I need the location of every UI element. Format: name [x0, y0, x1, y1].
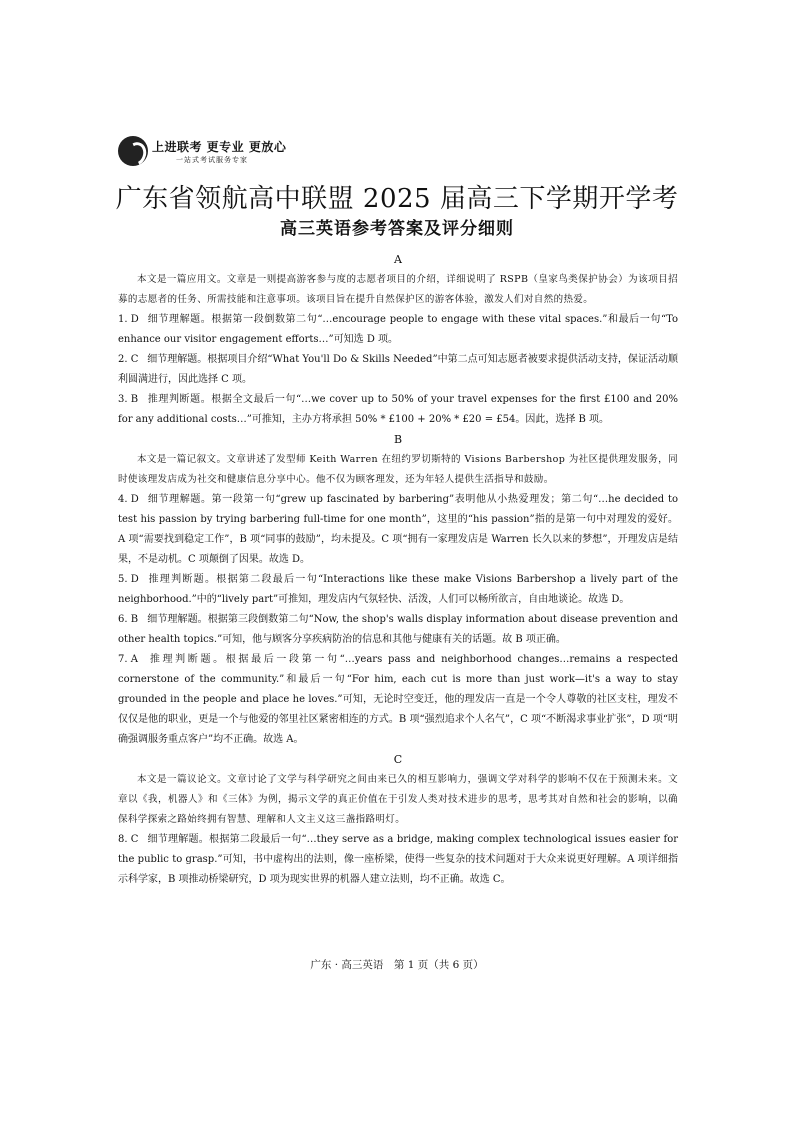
answer-explanation: 细节理解题。根据项目介绍“What You'll Do & Skills Needed”中第二点可知志愿者被要求提供活动支持，保证活动顺利圆满进行，因此选择 C 项。 [118, 354, 678, 385]
answer-explanation: 推理判断题。根据最后一段第一句“…years pass and neighborhood changes…remains a respected cornerstone of the community.”和最后一句“For him, each cut is more than just work—it's a way to stay grounded in the people and place he loves.”可知，无论时空变迁，他的理发店一直是一个令人尊敬的社区支柱，理发不仅仅是他的职业，更是一个与他爱的邻里社区紧密相连的方式。B 项“强烈追求个人名气”，C 项“不断渴求事业扩张”，D 项“明确强调服务重点客户”均不正确。故选 A。 [118, 654, 678, 745]
exam-title: 广东省领航高中联盟 2025 届高三下学期开学考 [115, 184, 679, 214]
answer-explanation: 细节理解题。根据第三段倒数第二句“Now, the shop's walls display information about disease prevention and other health topics.”可知，他与顾客分享疾病防治的信息和其他与健康有关的话题。故 B 项正确。 [118, 614, 678, 645]
answer-number: 1. D [118, 314, 139, 325]
answer-item [118, 310, 678, 350]
answer-explanation: 细节理解题。第一段第一句“grew up fascinated by barbering”表明他从小热爱理发；第二句“…he decided to test his passion by trying barbering full-time for one month”，这里的“his passion”指的是第一句中对理发的爱好。A 项“需要找到稳定工作”，B 项“同事的鼓励”，均未提及。C 项“拥有一家理发店是 Warren 长久以来的梦想”，开理发店是结果，不是动机。C 项颠倒了因果。故选 D。 [118, 494, 678, 565]
answer-explanation: 推理判断题。根据第二段最后一句“Interactions like these make Visions Barbershop a lively part of the neighborhood.”中的“lively part”可推知，理发店内气氛轻快、活泼，人们可以畅所欲言，自由地谈论。故选 D。 [118, 574, 678, 605]
passage-summary: 本文是一篇议论文。文章讨论了文学与科学研究之间由来已久的相互影响力，强调文学对科学的影响不仅在于预测未来。文章以《我，机器人》和《三体》为例，揭示文学的真正价值在于引发人类对技术进步的思考，思考其对自然和社会的影响，以确保科学探索之路始终拥有智慧、理解和人文主义这三盏指路明灯。 [118, 774, 678, 825]
section-letter: A [394, 253, 402, 266]
exam-subtitle: 高三英语参考答案及评分细则 [280, 219, 514, 239]
publisher-logo [118, 136, 318, 170]
answer-number: 2. C [118, 354, 139, 365]
answer-number: 3. B [118, 394, 139, 405]
answer-item [118, 350, 678, 390]
passage-summary: 本文是一篇记叙文。文章讲述了发型师 Keith Warren 在纽约罗切斯特的 Visions Barbershop 为社区提供理发服务，同时使该理发店成为社交和健康信息分享中心。他不仅为顾客理发，还为年轻人提供生活指导和鼓励。 [118, 454, 678, 485]
answer-number: 6. B [118, 614, 139, 625]
answer-item [118, 570, 678, 610]
answer-number: 8. C [118, 834, 139, 845]
answer-item [118, 830, 678, 890]
answer-item [118, 650, 678, 750]
answer-explanation: 推理判断题。根据全文最后一句“…we cover up to 50% of your travel expenses for the first £100 and 20% for any additional costs…”可推知，主办方将承担 50% * £100 + 20% * £20 = £54。因此，选择 B 项。 [118, 394, 678, 425]
section-letter: B [393, 433, 403, 446]
passage-summary: 本文是一篇应用文。文章是一则提高游客参与度的志愿者项目的介绍，详细说明了 RSPB（皇家鸟类保护协会）为该项目招募的志愿者的任务、所需技能和注意事项。该项目旨在提升自然保护区的游客体验，激发人们对自然的热爱。 [118, 274, 678, 305]
logo-tagline: 一站式考试服务专家 [176, 156, 248, 164]
answer-number: 4. D [118, 494, 139, 505]
answer-number: 5. D [118, 574, 139, 585]
answer-explanation: 细节理解题。根据第一段倒数第二句“…encourage people to engage with these vital spaces.”和最后一句“To enhance our visitor engagement efforts…”可知选 D 项。 [118, 314, 678, 345]
answer-item [118, 610, 678, 650]
answer-item [118, 390, 678, 430]
page-footer: 广东 · 高三英语 第 1 页（共 6 页） [310, 959, 484, 971]
section-letter: C [393, 753, 403, 766]
logo-slogan: 上进联考 更专业 更放心 [152, 140, 287, 154]
answer-explanation: 细节理解题。根据第二段最后一句“…they serve as a bridge, making complex technological issues easier for the public to grasp.”可知，书中虚构出的法则，像一座桥梁，使得一些复杂的技术问题对于大众来说更好理解。A 项详细指示科学家，B 项推动桥梁研究，D 项为现实世界的机器人建立法则，均不正确。故选 C。 [118, 834, 678, 885]
answer-number: 7. A [118, 654, 138, 665]
answer-content [118, 250, 678, 890]
answer-item [118, 490, 678, 570]
logo-swirl-icon [118, 136, 148, 166]
